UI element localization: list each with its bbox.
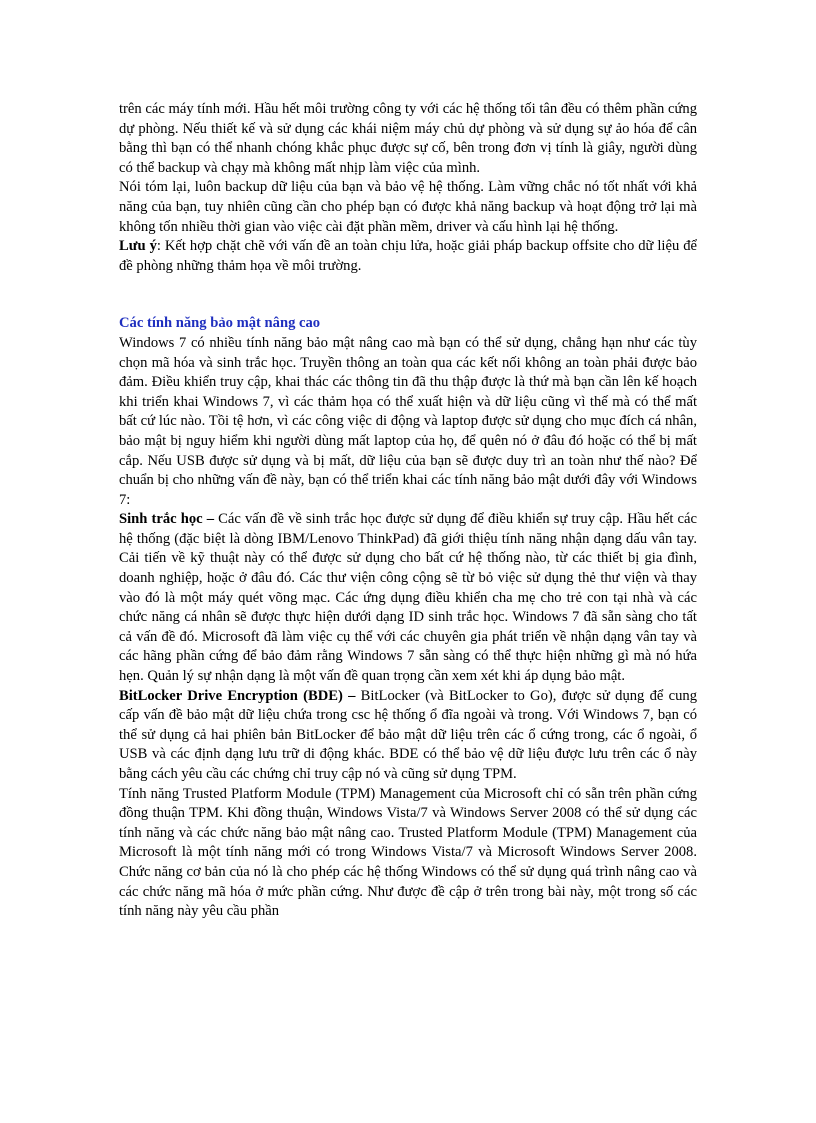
- note-label: Lưu ý: [119, 238, 157, 255]
- note-text: : Kết hợp chặt chẽ với vấn đề an toàn chịu lửa, hoặc giải pháp backup offsite cho dữ liệu để đề phòng những thảm họa về môi trường.: [119, 238, 698, 274]
- paragraph-tpm: Tính năng Trusted Platform Module (TPM) Management của Microsoft chỉ có sẵn trên phần cứng đồng thuận TPM. Khi đồng thuận, Windows Vista/7 và Windows Server 2008 có thể sử dụng các tính năng và các chức năng bảo mật nâng cao. Trusted Platform Module (TPM) Management của Microsoft là một tính năng mới có trong Windows Vista/7 và Microsoft Windows Server 2008. Chức năng cơ bản của nó là cho phép các hệ thống Windows có thể sử dụng quá trình nâng cao và các chức năng mã hóa ở mức phần cứng. Như được đề cập ở trên trong bài này, một trong số các tính năng này yêu cầu phần: [119, 785, 697, 920]
- document-page: [119, 100, 697, 922]
- paragraph-note: [119, 237, 697, 276]
- paragraph-bitlocker: [119, 687, 697, 785]
- bitlocker-label: BitLocker Drive Encryption (BDE) –: [119, 687, 356, 704]
- paragraph-backup-hardware: trên các máy tính mới. Hầu hết môi trường công ty với các hệ thống tối tân đều có thêm phần cứng dự phòng. Nếu thiết kế và sử dụng các khái niệm máy chủ dự phòng và sử dụng sự ảo hóa để cân bằng thì bạn có thể nhanh chóng khắc phục được sự cố, bên trong đơn vị tính là giây, người dùng có thể backup và chạy mà không mất nhịp làm việc của mình.: [119, 101, 697, 176]
- section-spacer: [119, 276, 697, 314]
- paragraph-backup-summary: Nói tóm lại, luôn backup dữ liệu của bạn và bảo vệ hệ thống. Làm vững chắc nó tốt nhất với khả năng của bạn, tuy nhiên cũng cần cho phép bạn có được khả năng backup và hoạt động trở lại mà không tốn nhiều thời gian vào việc cài đặt phần mềm, driver và cấu hình lại hệ thống.: [119, 179, 697, 235]
- bitlocker-text: BitLocker (và BitLocker to Go), được sử dụng để cung cấp vấn đề bảo mật dữ liệu chứa trong csc hệ thống ổ đĩa ngoài và trong. Với Windows 7, bạn có thể sử dụng cả hai phiên bản BitLocker để bảo mật dữ liệu trên các ổ cứng trong, các ổ ngoài, ổ USB và các định dạng lưu trữ di động khác. BDE có thể bảo vệ dữ liệu được lưu trên các ổ này bằng cách yêu cầu các chứng chỉ truy cập nó và cũng sử dụng TPM.: [119, 687, 697, 782]
- section-heading: Các tính năng bảo mật nâng cao: [119, 315, 321, 332]
- paragraph-biometrics: [119, 510, 697, 686]
- biometrics-text: Các vấn đề về sinh trắc học được sử dụng để điều khiển sự truy cập. Hầu hết các hệ thống (đặc biệt là dòng IBM/Lenovo ThinkPad) đã giới thiệu tính năng nhận dạng dấu vân tay. Cải tiến về kỹ thuật này có thể được sử dụng cho bất cứ hệ thống nào, từ các thiết bị gia đình, doanh nghiệp, hoặc ở đâu đó. Các thư viện công cộng sẽ từ bỏ việc sử dụng thẻ thư viện và thay vào đó là một máy quét võng mạc. Các ứng dụng điều khiển cha mẹ cho trẻ con tại nhà và các chức năng cá nhân sẽ được thực hiện dưới dạng ID sinh trắc học. Windows 7 đã sẵn sàng cho tất cả vấn đề đó. Microsoft đã làm việc cụ thể với các chuyên gia phát triển về nhận dạng vân tay và các hãng phần cứng để bảo đảm rằng Windows 7 sẵn sàng có thể thực hiện những gì mà nó hứa hẹn. Quản lý sự nhận dạng là một vấn đề quan trọng cần xem xét khi áp dụng bảo mật.: [119, 511, 697, 685]
- biometrics-label: Sinh trắc học –: [119, 511, 215, 528]
- paragraph-section-intro: Windows 7 có nhiều tính năng bảo mật nâng cao mà bạn có thể sử dụng, chẳng hạn như các tùy chọn mã hóa và sinh trắc học. Truyền thông an toàn qua các kết nối không an toàn phải được bảo đảm. Điều khiển truy cập, khai thác các thông tin đã thu thập được là thứ mà bạn cần lên kế hoạch khi triển khai Windows 7, vì các thảm họa có thể xuất hiện và dữ liệu cũng vì thế mà có thể mất bất cứ lúc nào. Tồi tệ hơn, vì các công việc di động và laptop được sử dụng cho mục đích cá nhân, bảo mật bị nguy hiểm khi người dùng mất laptop của họ, để quên nó ở đâu đó hoặc có thể bị mất cắp. Nếu USB được sử dụng và bị mất, dữ liệu của bạn sẽ được duy trì an toàn như thế nào? Để chuẩn bị cho những vấn đề này, bạn có thể triển khai các tính năng bảo mật dưới đây với Windows 7:: [119, 334, 697, 508]
